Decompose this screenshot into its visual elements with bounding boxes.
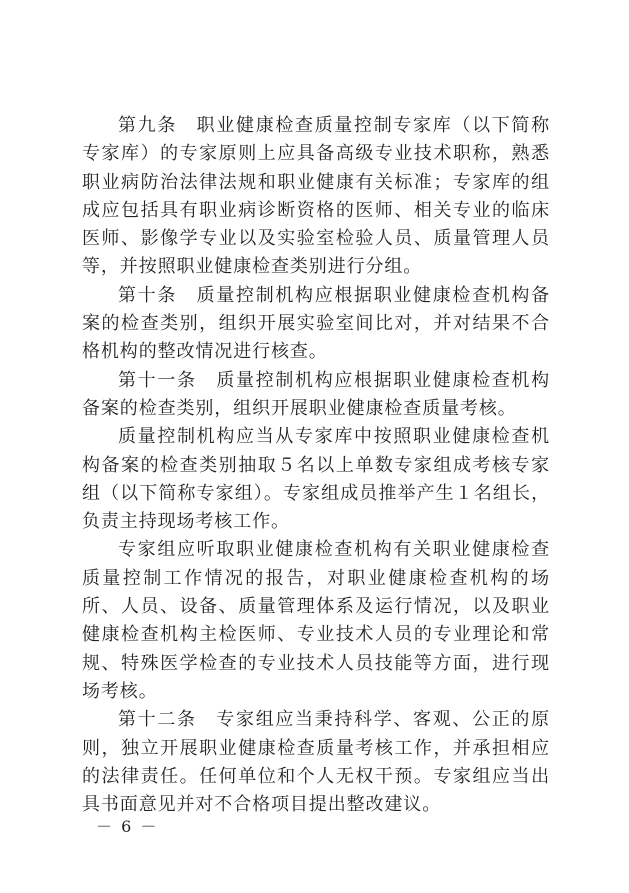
paragraph-article-11: 第十一条 质量控制机构应根据职业健康检查机构备案的检查类别，组织开展职业健康检查质量考核。: [82, 369, 550, 419]
paragraph-article-12: 第十二条 专家组应当秉持科学、客观、公正的原则，独立开展职业健康检查质量考核工作，并承担相应的法律责任。任何单位和个人无权干预。专家组应当出具书面意见并对不合格项目提出整改建议。: [82, 709, 550, 816]
document-body: [82, 112, 550, 819]
paragraph-article-9: 第九条 职业健康检查质量控制专家库（以下简称专家库）的专家原则上应具备高级专业技术职称，熟悉职业病防治法律法规和职业健康有关标准；专家库的组成应包括具有职业病诊断资格的医师、相关专业的临床医师、影像学专业以及实验室检验人员、质量管理人员等，并按照职业健康检查类别进行分组。: [82, 115, 550, 278]
paragraph-article-10: 第十条 质量控制机构应根据职业健康检查机构备案的检查类别，组织开展实验室间比对，并对结果不合格机构的整改情况进行核查。: [82, 284, 550, 363]
paragraph-onsite-assessment: 专家组应听取职业健康检查机构有关职业健康检查质量控制工作情况的报告，对职业健康检查机构的场所、人员、设备、质量管理体系及运行情况，以及职业健康检查机构主检医师、专业技术人员的专业理论和常规、特殊医学检查的专业技术人员技能等方面，进行现场考核。: [82, 539, 550, 702]
page-number: － 6 －: [96, 817, 159, 836]
paragraph-expert-group-formation: 质量控制机构应当从专家库中按照职业健康检查机构备案的检查类别抽取５名以上单数专家组成考核专家组（以下简称专家组）。专家组成员推举产生１名组长，负责主持现场考核工作。: [82, 426, 550, 533]
